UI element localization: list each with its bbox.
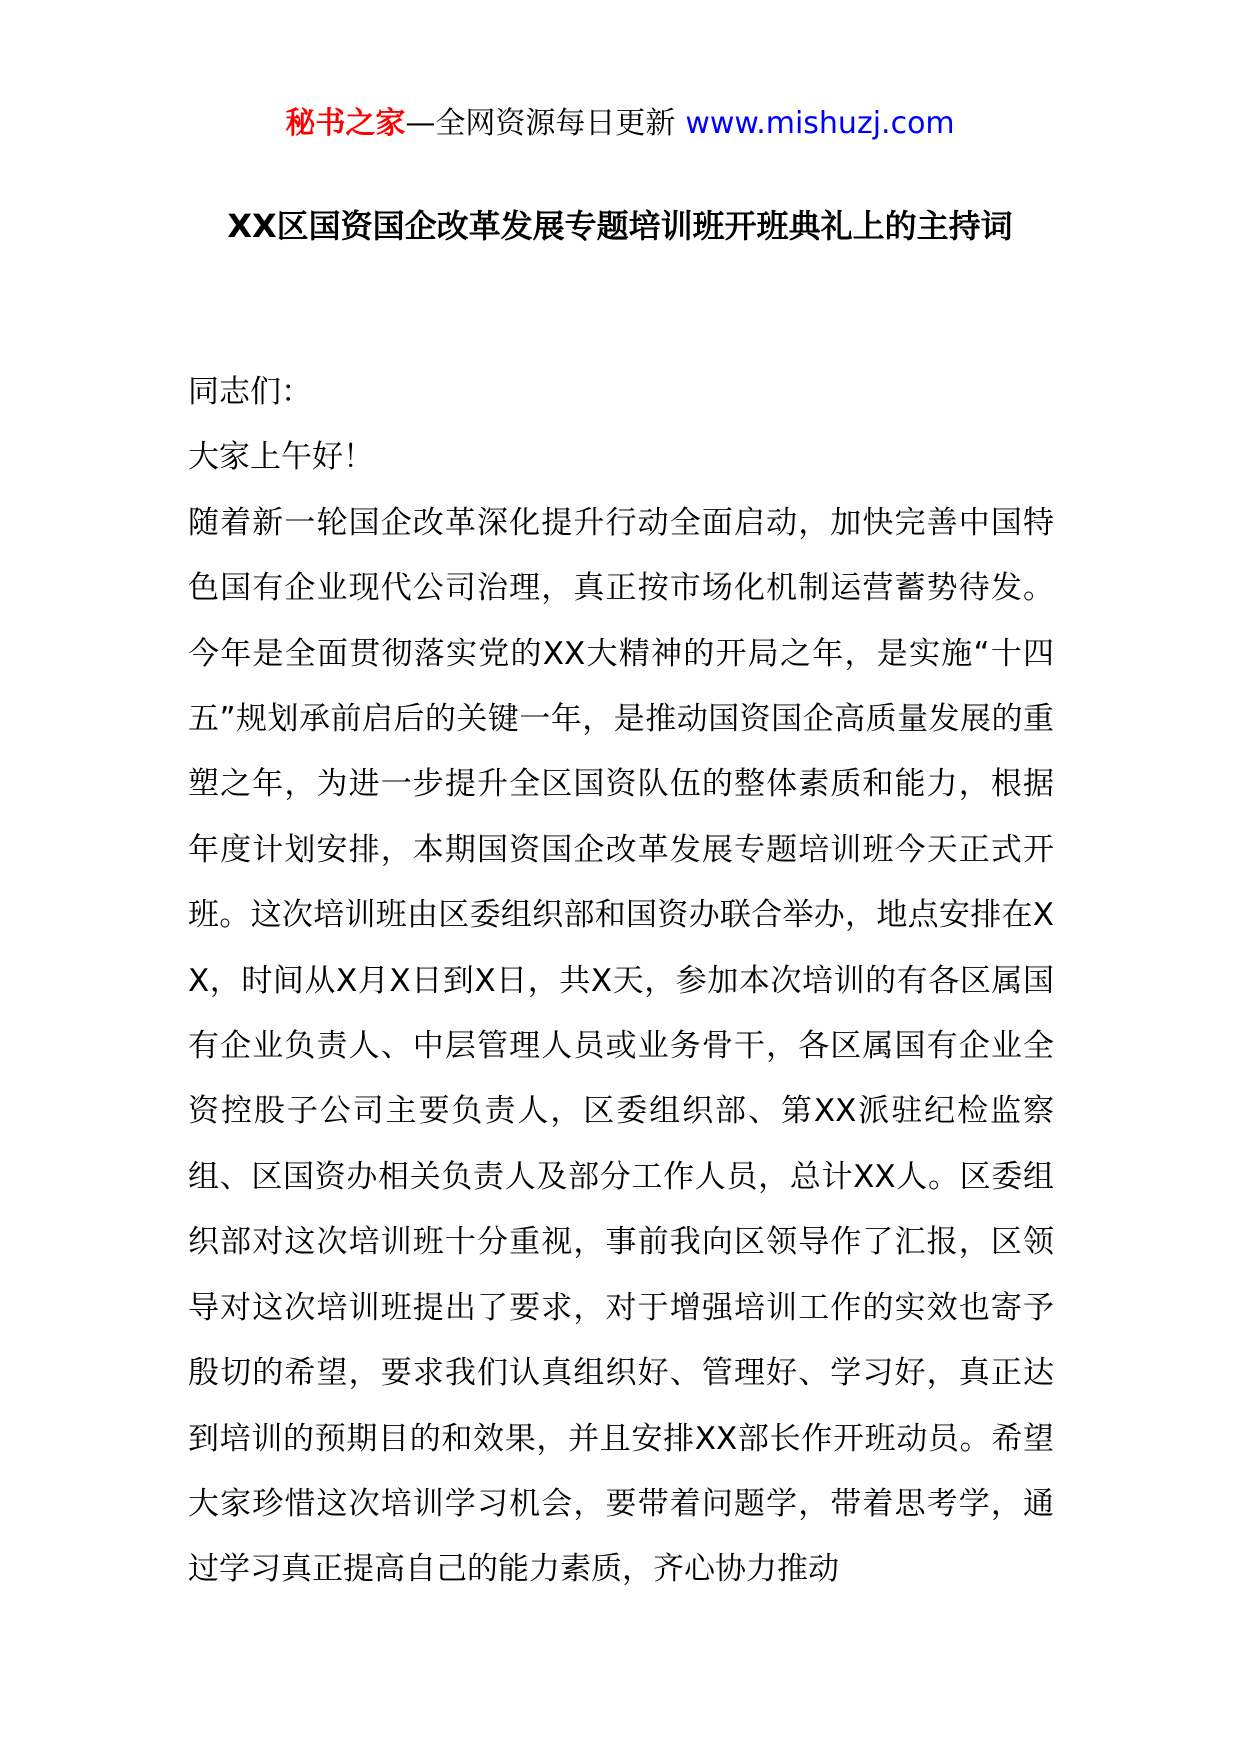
document-body (188, 360, 1054, 1603)
salutation: 同志们： (188, 374, 312, 410)
body-paragraph: 随着新一轮国企改革深化提升行动全面启动，加快完善中国特色国有企业现代公司治理，真正按市场化机制运营蓄势待发。今年是全面贯彻落实党的XX大精神的开局之年，是实施“十四五”规划承前启后的关键一年，是推动国资国企高质量发展的重塑之年，为进一步提升全区国资队伍的整体素质和能力，根据年度计划安排，本期国资国企改革发展专题培训班今天正式开班。这次培训班由区委组织部和国资办联合举办，地点安排在XX，时间从X月X日到X日，共X天，参加本次培训的有各区属国有企业负责人、中层管理人员或业务骨干，各区属国有企业全资控股子公司主要负责人，区委组织部、第XX派驻纪检监察组、区国资办相关负责人及部分工作人员，总计XX人。区委组织部对这次培训班十分重视，事前我向区领导作了汇报，区领导对这次培训班提出了要求，对于增强培训工作的实效也寄予殷切的希望，要求我们认真组织好、管理好、学习好，真正达到培训的预期目的和效果，并且安排XX部长作开班动员。希望大家珍惜这次培训学习机会，要带着问题学，带着思考学，通过学习真正提高自己的能力素质，齐心协力推动 (188, 504, 1054, 1588)
site-slogan: —全网资源每日更新 (405, 106, 676, 141)
site-url-link[interactable]: www.mishuzj.com (685, 106, 955, 141)
site-header (0, 100, 1240, 148)
site-brand: 秘书之家 (285, 106, 406, 141)
document-title: XX区国资国企改革发展专题培训班开班典礼上的主持词 (227, 207, 1013, 245)
greeting: 大家上午好！ (188, 439, 374, 476)
